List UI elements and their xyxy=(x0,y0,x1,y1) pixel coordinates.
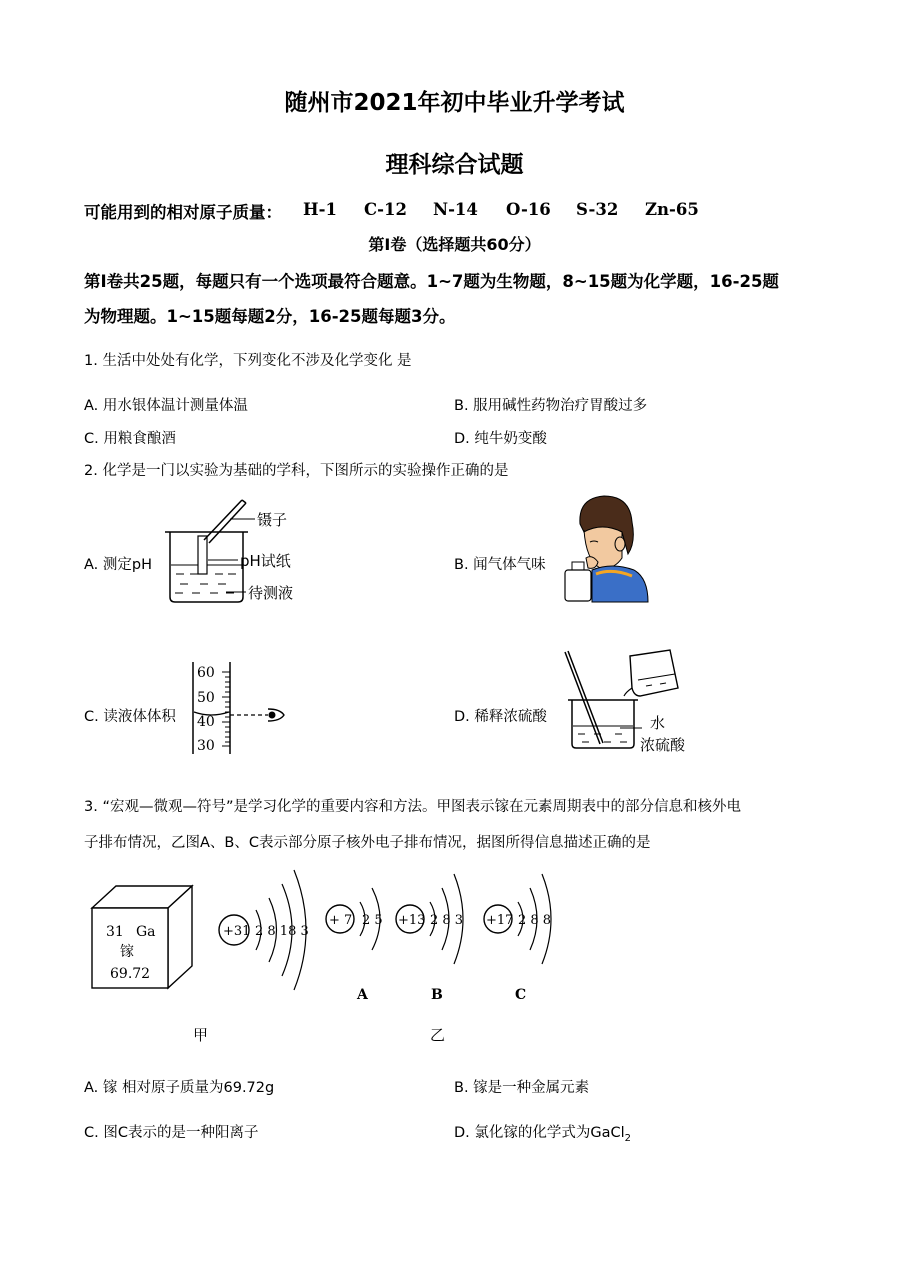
cylinder-50-label: 50 xyxy=(197,690,215,706)
figure-label-c: C xyxy=(515,987,527,1003)
atomic-mass-label: 可能用到的相对原子质量： xyxy=(84,203,282,222)
atom-c-shells: 2 8 8 xyxy=(518,913,552,928)
figure-label-yi: 乙 xyxy=(430,1026,446,1044)
conc-acid-label: 浓硫酸 xyxy=(640,736,686,754)
atom-b-shells: 2 8 3 xyxy=(430,913,464,928)
question-3-option-d-text: D. 氯化镓的化学式为GaCl xyxy=(454,1125,625,1141)
question-3-option-b: B. 镓是一种金属元素 xyxy=(454,1080,590,1096)
question-2-option-b: B. 闻气体气味 xyxy=(454,557,546,573)
gallium-atom-structure xyxy=(214,858,314,998)
cylinder-40-label: 40 xyxy=(197,714,215,730)
question-1-option-b: B. 服用碱性药物治疗胃酸过多 xyxy=(454,398,648,414)
question-1-option-d: D. 纯牛奶变酸 xyxy=(454,431,547,447)
atom-c-structure xyxy=(478,868,572,978)
figure-label-a: A xyxy=(357,987,368,1003)
ga-atomic-number: 31 xyxy=(106,924,124,940)
atomic-mass-o: O-16 xyxy=(506,200,551,219)
gallium-periodic-cell xyxy=(88,882,198,992)
question-3-option-c: C. 图C表示的是一种阳离子 xyxy=(84,1125,259,1141)
water-label: 水 xyxy=(650,714,666,732)
atomic-mass-n: N-14 xyxy=(433,200,478,219)
atom-b-nucleus: +13 xyxy=(398,913,426,928)
question-3-stem-line1: 3. “宏观—微观—符号”是学习化学的重要内容和方法。甲图表示镓在元素周期表中的部分信息和核外电 xyxy=(84,799,741,815)
atomic-mass-h: H-1 xyxy=(303,200,337,219)
ph-paper-label: pH试纸 xyxy=(240,552,291,570)
atomic-mass-c: C-12 xyxy=(364,200,407,219)
ga-electron-shells: 2 8 18 3 xyxy=(255,924,309,939)
atom-b-structure xyxy=(390,868,470,978)
atom-a-nucleus: + 7 xyxy=(329,913,353,928)
cylinder-60-label: 60 xyxy=(197,665,215,681)
tweezers-label: 镊子 xyxy=(257,511,288,529)
question-2-option-d: D. 稀释浓硫酸 xyxy=(454,709,547,725)
ga-nucleus-charge: +31 xyxy=(223,924,251,939)
question-2-option-c: C. 读液体体积 xyxy=(84,709,176,725)
question-1-stem: 1. 生活中处处有化学，下列变化不涉及化学变化 是 xyxy=(84,353,412,369)
ga-name: 镓 xyxy=(120,944,134,960)
cylinder-30-label: 30 xyxy=(197,738,215,754)
atom-c-nucleus: +17 xyxy=(486,913,514,928)
atomic-mass-zn: Zn-65 xyxy=(645,200,699,219)
exam-title: 随州市2021年初中毕业升学考试 xyxy=(284,90,625,116)
question-2-stem: 2. 化学是一门以实验为基础的学科，下图所示的实验操作正确的是 xyxy=(84,463,509,479)
atomic-mass-s: S-32 xyxy=(576,200,619,219)
figure-label-b: B xyxy=(431,987,443,1003)
section-instructions-line2: 为物理题。1~15题每题2分，16-25题每题3分。 xyxy=(84,307,456,326)
atom-a-structure xyxy=(322,878,390,968)
graduated-cylinder-figure xyxy=(188,658,298,758)
question-3-stem-line2: 子排布情况，乙图A、B、C表示部分原子核外电子排布情况，据图所得信息描述正确的是 xyxy=(84,835,651,851)
question-2-option-a: A. 测定pH xyxy=(84,557,152,573)
test-liquid-label: 待测液 xyxy=(248,584,294,602)
ga-symbol: Ga xyxy=(136,924,156,940)
exam-subtitle: 理科综合试题 xyxy=(385,152,524,178)
section-title: 第Ⅰ卷（选择题共60分） xyxy=(368,235,541,254)
section-instructions-line1: 第Ⅰ卷共25题，每题只有一个选项最符合题意。1~7题为生物题，8~15题为化学题，16-25题 xyxy=(84,272,779,291)
ga-mass: 69.72 xyxy=(110,966,151,982)
question-1-option-c: C. 用粮食酿酒 xyxy=(84,431,176,447)
question-3-option-d-subscript: 2 xyxy=(624,1132,632,1144)
question-3-option-d xyxy=(454,1121,631,1144)
ph-test-figure xyxy=(160,492,310,612)
figure-label-jia: 甲 xyxy=(193,1026,209,1044)
smell-gas-figure xyxy=(562,492,652,604)
atom-a-shells: 2 5 xyxy=(362,913,383,928)
question-1-option-a: A. 用水银体温计测量体温 xyxy=(84,398,248,414)
question-3-option-a: A. 镓 相对原子质量为69.72g xyxy=(84,1080,275,1096)
dilute-acid-figure xyxy=(560,648,710,760)
